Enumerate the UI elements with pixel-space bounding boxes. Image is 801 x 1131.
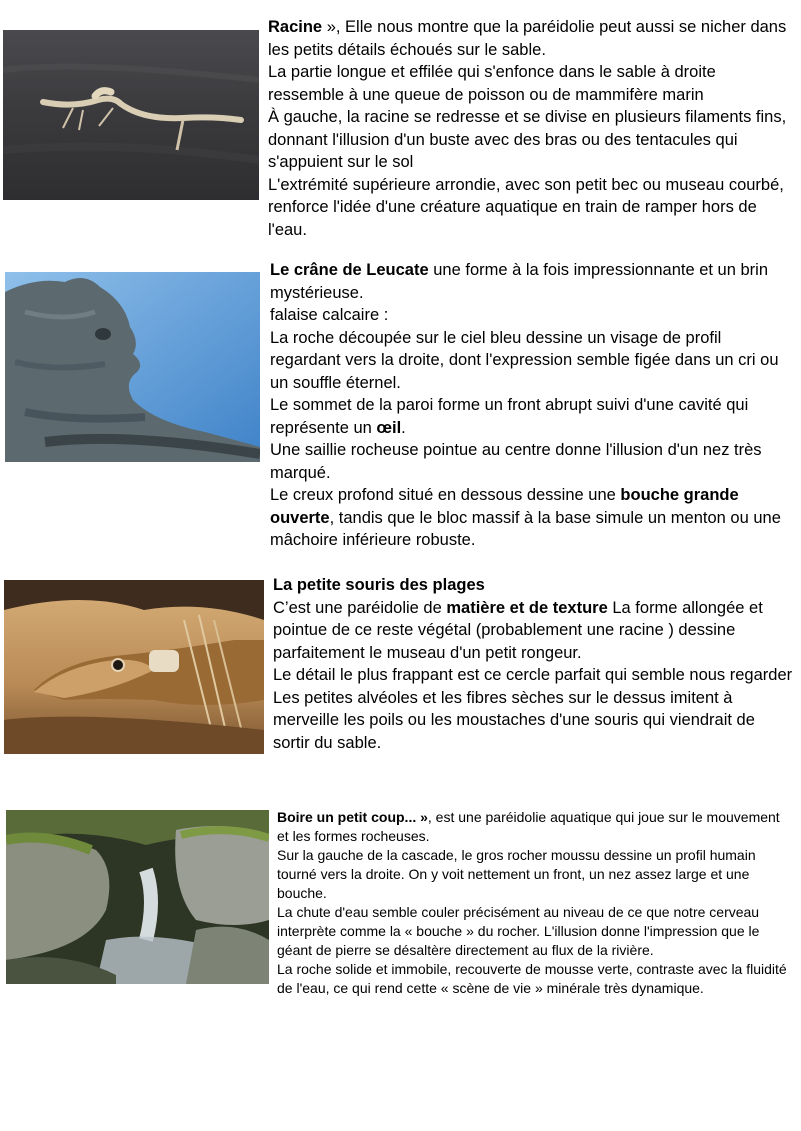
section-boire-line: La roche solide et immobile, recouverte de mousse verte, contraste avec la fluidité de l'eau, ce qui rend cette « scène de vie » minérale très dynamique. bbox=[277, 961, 787, 996]
section-leucate-line: La roche découpée sur le ciel bleu dessine un visage de profil regardant vers la droite, dont l'expression semble figée dans un cri ou un souffle éternel. bbox=[270, 328, 779, 392]
section-leucate-line-end: , tandis que le bloc massif à la base simule un menton ou une mâchoire inférieure robuste. bbox=[270, 508, 781, 549]
section-leucate-bold: œil bbox=[376, 418, 402, 437]
section-racine-intro: », Elle nous montre que la paréidolie peut aussi se nicher dans les petits détails échoués sur le sable. bbox=[268, 18, 787, 59]
root-on-sand-photo bbox=[3, 30, 259, 200]
mouse-root-photo bbox=[4, 580, 264, 754]
section-leucate-line: Le sommet de la paroi forme un front abrupt suivi d'une cavité qui représente un bbox=[270, 396, 749, 437]
leucate-cliff-photo bbox=[5, 272, 260, 462]
section-racine-line: À gauche, la racine se redresse et se divise en plusieurs filaments fins, donnant l'illusion d'un buste avec des bras ou des tentacules qui s'appuient sur le sol bbox=[268, 108, 787, 171]
section-souris-bold: matière et de texture bbox=[446, 598, 608, 617]
section-leucate-intro: une forme à la fois impressionnante et un brin mystérieuse. bbox=[270, 261, 769, 302]
section-souris-title: La petite souris des plages bbox=[273, 576, 485, 594]
section-racine-line: L'extrémité supérieure arrondie, avec son petit bec ou museau courbé, renforce l'idée d'une créature aquatique en train de ramper hors de l'eau. bbox=[268, 175, 784, 239]
section-souris-line: C’est une paréidolie de bbox=[273, 598, 447, 617]
section-boire-text bbox=[277, 808, 795, 998]
section-leucate-line: falaise calcaire : bbox=[270, 306, 389, 324]
section-boire-line: La chute d'eau semble couler précisément au niveau de ce que notre cerveau interprète comme la « bouche » du rocher. L'illusion donne l'impression que le géant de pierre se désaltère directement au flux de la rivière. bbox=[277, 904, 760, 958]
section-leucate-title: Le crâne de Leucate bbox=[270, 261, 429, 279]
section-racine-line: La partie longue et effilée qui s'enfonce dans le sable à droite ressemble à une queue de poisson ou de mammifère marin bbox=[268, 63, 716, 104]
section-souris-line: Les petites alvéoles et les fibres sèches sur le dessus imitent à merveille les poils ou les moustaches d'une souris qui viendrait de sortir du sable. bbox=[273, 688, 755, 752]
section-souris-line-end: La forme allongée et pointue de ce reste végétal (probablement une racine ) dessine parfaitement le museau d'un petit rongeur. bbox=[273, 598, 763, 662]
section-leucate-line: Une saillie rocheuse pointue au centre donne l'illusion d'un nez très marqué. bbox=[270, 441, 762, 482]
section-leucate-line: Le creux profond situé en dessous dessine une bbox=[270, 486, 621, 504]
section-leucate-bold: bouche grande ouverte bbox=[270, 486, 739, 527]
section-boire-title: Boire un petit coup... » bbox=[277, 809, 428, 825]
section-racine-title: Racine bbox=[268, 18, 323, 36]
section-leucate-text bbox=[270, 259, 795, 552]
section-souris-line: Le détail le plus frappant est ce cercle parfait qui semble nous regarder bbox=[273, 666, 793, 684]
section-leucate-line-end: . bbox=[401, 418, 406, 437]
section-racine-text bbox=[268, 16, 793, 241]
section-boire-intro: , est une paréidolie aquatique qui joue sur le mouvement et les formes rocheuses. bbox=[277, 809, 780, 844]
section-boire-line: Sur la gauche de la cascade, le gros rocher moussu dessine un profil humain tourné vers la droite. On y voit nettement un front, un nez assez large et une bouche. bbox=[277, 847, 756, 901]
waterfall-rock-photo bbox=[6, 810, 269, 984]
section-souris-text bbox=[273, 574, 793, 754]
